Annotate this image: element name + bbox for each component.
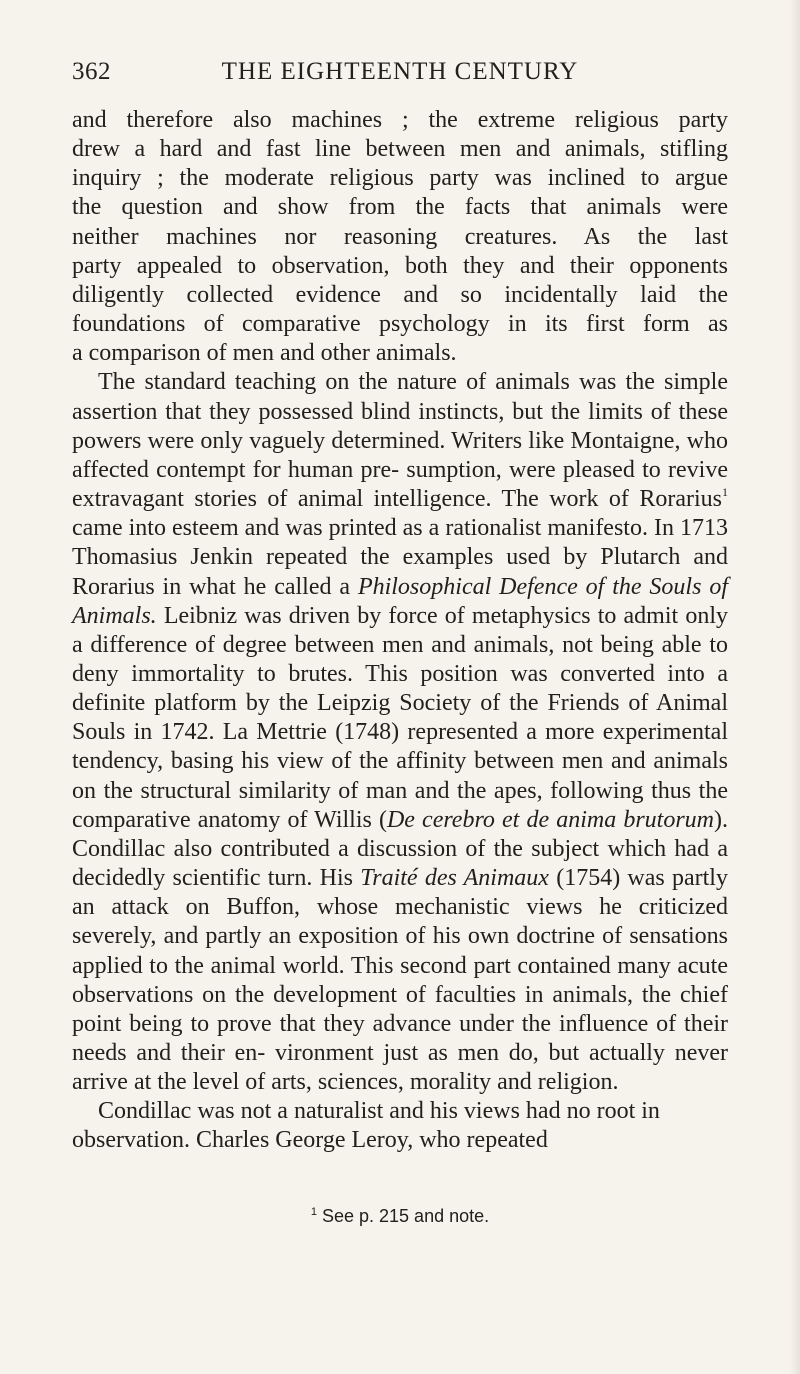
text-run: came into esteem and was printed as a rationalist manifesto. In 1713 Thomasius Jenkin repeated the examples used by Plutarch and Rorarius in what he called a: [72, 515, 728, 600]
text-line: foundations of comparative psychology in its first form as: [72, 311, 728, 338]
body-text: [72, 106, 728, 1156]
page-edge-shadow: [790, 0, 800, 1374]
text-line: a comparison of men and other animals.: [72, 340, 457, 367]
text-line: and therefore also machines ; the extreme religious party: [72, 107, 728, 133]
paragraph-animals-teaching: [72, 368, 728, 1097]
text-run: (1754) was partly an attack on Buffon, whose mechanistic views he criticized severely, and partly an exposition of his own doctrine of sensations applied to the animal world. This second part contained many acute observations on the development of faculties in animals, the chief point being to prove that they advance under the influence of their needs and their en- vironment just as men do, but actually never arrive at the level of arts, sciences, morality and religion.: [72, 865, 728, 1096]
text-run: The standard teaching on the nature of animals was the simple assertion that they possessed blind instincts, but the limits of these powers were only vaguely determined. Writers like Montaigne, who affected contempt for human pre- sumption, were pleased to revive extravagant stories of animal intelligence. The work of Rorarius: [72, 369, 728, 513]
text-run: Leibniz was driven by force of metaphysics to admit only a difference of degree between men and animals, not being able to deny immortality to brutes. This position was converted into a definite platform by the Leipzig Society of the Friends of Animal Souls in 1742. La Mettrie (1748) represented a more experimental tendency, basing his view of the affinity between men and animals on the structural similarity of man and the apes, following thus the comparative anatomy of Willis (: [72, 602, 728, 833]
footnote-reference: 1: [722, 485, 728, 500]
running-title: THE EIGHTEENTH CENTURY: [221, 58, 579, 85]
footnote-text: See p. 215 and note.: [321, 1206, 490, 1226]
text-line: diligently collected evidence and so incidentally laid the: [72, 281, 728, 308]
text-run: ). Condillac also contributed a discussion of the subject which had a decidedly scientific turn. His: [72, 806, 729, 892]
text-line: party appealed to observation, both they and their opponents: [72, 252, 728, 279]
page-number: 362: [72, 58, 111, 85]
text-line: inquiry ; the moderate religious party was inclined to argue: [72, 165, 728, 192]
footnote-marker: 1: [310, 1206, 317, 1218]
page-header: [72, 58, 728, 98]
footnote: [72, 1206, 728, 1227]
text-line: the question and show from the facts that animals were: [72, 194, 728, 221]
text-line: neither machines nor reasoning creatures. As the last: [72, 223, 728, 250]
book-title-philosophical-defence: Philosophical Defence of the Souls of Animals.: [72, 573, 728, 629]
book-title-traite-des-animaux: Traité des Animaux: [360, 865, 549, 892]
paragraph-continued: [72, 106, 728, 368]
text-line: drew a hard and fast line between men and animals, stifling: [72, 136, 728, 163]
paragraph-condillac: Condillac was not a naturalist and his views had no root in observation. Charles George Leroy, who repeated: [72, 1098, 660, 1154]
book-title-de-cerebro: De cerebro et de anima brutorum: [386, 806, 715, 833]
